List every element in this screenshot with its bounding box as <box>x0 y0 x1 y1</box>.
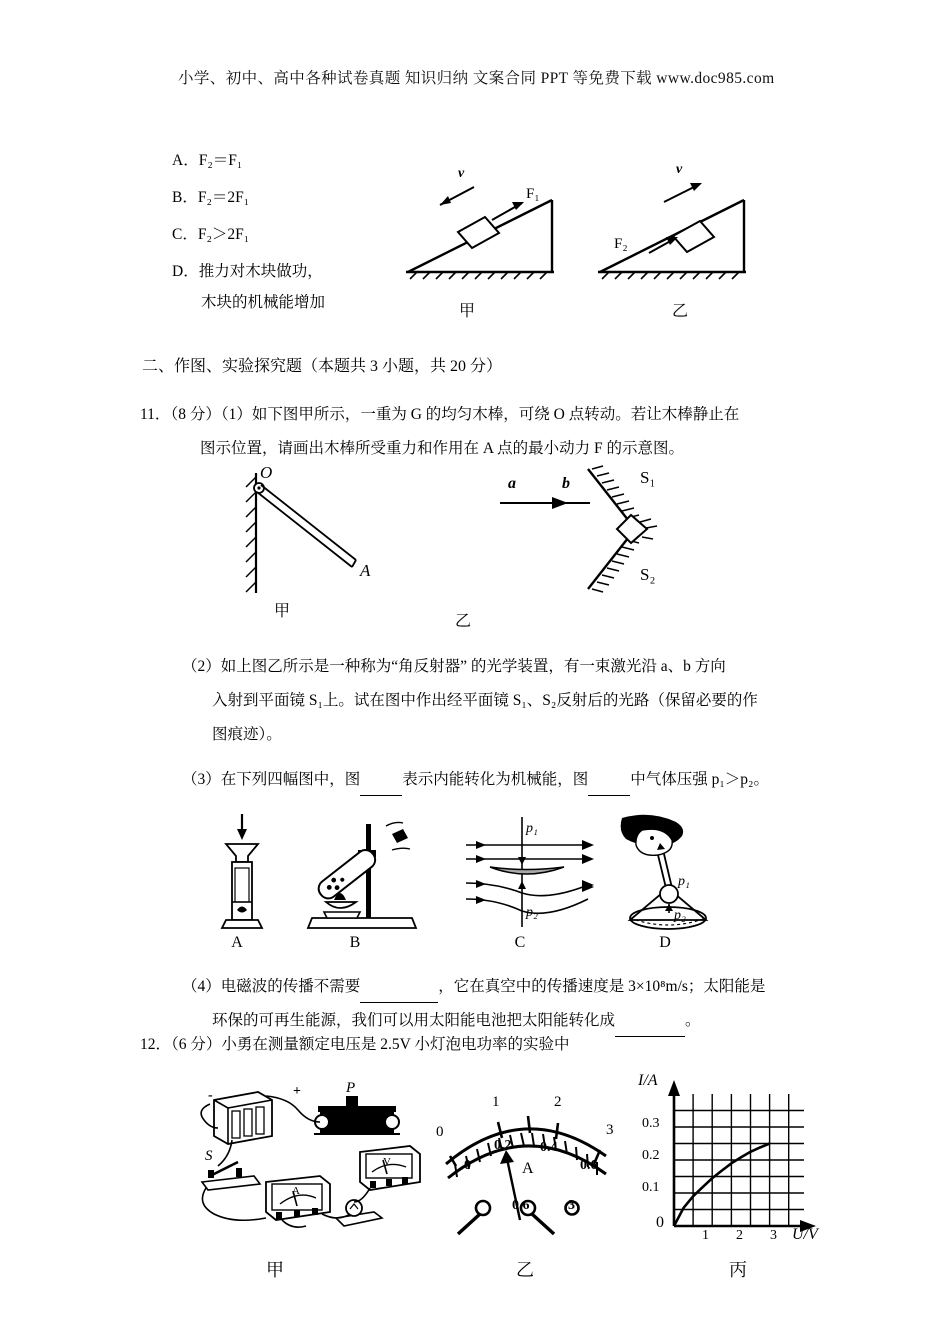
choice-d-line2: 木块的机械能增加 <box>201 294 326 311</box>
q11-part3-blank2[interactable] <box>588 765 630 796</box>
pressure-label-p1-c: p₁ <box>526 821 538 836</box>
graph-ytick-01: 0.1 <box>642 1180 660 1195</box>
caption-ammeter-yi: 乙 <box>516 1260 534 1280</box>
ray-label-a: a <box>508 475 516 492</box>
pressure-label-p2-d: p₂ <box>674 908 686 923</box>
ammeter-tick-upper-3: 3 <box>606 1122 614 1138</box>
q12-line <box>140 1030 569 1060</box>
q12-number: 12． <box>140 1036 172 1053</box>
switch-label: S <box>205 1148 213 1164</box>
label-figure-c: C <box>514 934 526 951</box>
ammeter-dial-label: A <box>292 1185 300 1197</box>
choice-c[interactable]: C．F₂＞2F₁ <box>172 226 250 243</box>
promo-header: 小学、初中、高中各种试卷真题 知识归纳 文案合同 PPT 等免费下载 www.doc985.com <box>178 70 775 87</box>
battery-plus-label: + <box>293 1084 301 1099</box>
corner-reflector-figure <box>490 465 670 600</box>
q11-part4-blank1[interactable] <box>360 972 438 1003</box>
q11-number <box>140 400 739 430</box>
caption-incline-yi: 乙 <box>671 303 688 320</box>
ammeter-tick-lower-0: 0 <box>464 1158 471 1173</box>
ammeter-tick-upper-1: 1 <box>492 1094 500 1110</box>
iu-graph-figure <box>632 1068 827 1248</box>
figure-d-funnel-ball <box>608 812 733 934</box>
mirror-label-s2: S₂ <box>640 565 656 584</box>
label-figure-a: A <box>231 934 243 951</box>
q11-part3-mid: 表示内能转化为机械能，图 <box>402 771 589 788</box>
q11-part2-line1: （2）如上图乙所示是一种称为“角反射器” 的光学装置，有一束激光沿 a、b 方向 <box>182 658 726 675</box>
lever-pivot-label: O <box>260 463 273 482</box>
ammeter-terminal-06[interactable]: 0.6 <box>512 1198 530 1213</box>
graph-origin-label: 0 <box>656 1214 664 1231</box>
ammeter-tick-upper-0: 0 <box>436 1124 444 1140</box>
q11-part3-blank1[interactable] <box>360 765 402 796</box>
graph-ytick-02: 0.2 <box>642 1148 660 1163</box>
force-label-f2: F₂ <box>614 236 628 252</box>
rheostat-label: P <box>346 1080 356 1096</box>
battery-minus-label: - <box>208 1088 213 1103</box>
graph-ytick-03: 0.3 <box>642 1116 660 1131</box>
caption-circuit-jia: 甲 <box>266 1260 284 1280</box>
q11-part4-line1 <box>182 972 765 1003</box>
figure-b-test-tube <box>300 812 425 934</box>
caption-lever-jia: 甲 <box>273 603 290 620</box>
choice-b[interactable]: B．F₂＝2F₁ <box>172 189 250 206</box>
q11-part3-post: 中气体压强 p₁＞p₂。 <box>630 771 769 788</box>
velocity-label-jia: v <box>458 166 465 181</box>
pressure-label-p1-d: p₁ <box>678 874 690 889</box>
figure-c-airfoil <box>462 815 602 933</box>
label-figure-b: B <box>349 934 361 951</box>
q11-part3 <box>182 765 769 796</box>
choice-a[interactable]: A．F₂＝F₁ <box>172 152 243 169</box>
incline-figure-yi <box>592 160 772 300</box>
graph-xlabel: U/V <box>792 1226 818 1243</box>
q11-part1-line2: 图示位置，请画出木棒所受重力和作用在 A 点的最小动力 F 的示意图。 <box>200 440 684 457</box>
section-2-heading: 二、作图、实验探究题（本题共 3 小题，共 20 分） <box>142 358 503 375</box>
ammeter-tick-lower-04: 0.4 <box>540 1140 558 1155</box>
voltmeter-dial-label: V <box>383 1156 391 1168</box>
pressure-label-p2-c: p₂ <box>526 905 538 920</box>
q11-part4-blank2[interactable] <box>615 1006 685 1037</box>
lever-end-label: A <box>360 561 371 580</box>
q11-part2-line3: 图痕迹）。 <box>212 726 282 743</box>
force-label-f1: F₁ <box>526 186 540 202</box>
q11-part1-line1: （1）如下图甲所示，一重为 G 的均匀木棒，可绕 O 点转动。若让木棒静止在 <box>220 406 740 423</box>
q11-score: （8 分） <box>170 406 221 423</box>
ammeter-figure <box>428 1088 628 1248</box>
q12-text: 小勇在测量额定电压是 2.5V 小灯泡电功率的实验中 <box>221 1036 570 1053</box>
q12-score: （6 分） <box>171 1036 222 1053</box>
q11-part4-post: ，它在真空中的传播速度是 3×10⁸m/s；太阳能是 <box>438 978 766 995</box>
label-figure-d: D <box>659 934 671 951</box>
choice-d[interactable]: D．推力对木块做功， <box>172 263 323 280</box>
mirror-label-s1: S₁ <box>640 468 656 487</box>
circuit-figure <box>180 1078 425 1248</box>
ammeter-unit-label: A <box>522 1160 534 1177</box>
q11-part2-line2: 入射到平面镜 S₁上。试在图中作出经平面镜 S₁、S₂反射后的光路（保留必要的作 <box>212 692 758 709</box>
ray-label-b: b <box>562 475 570 492</box>
q11-part3-pre: （3）在下列四幅图中，图 <box>182 771 361 788</box>
velocity-label-yi: v <box>676 162 683 177</box>
q11-number-text: 11． <box>140 406 171 423</box>
q11-part4-pre: （4）电磁波的传播不需要 <box>182 978 361 995</box>
graph-xtick-2: 2 <box>736 1228 743 1243</box>
q11-part4-line2-post: 。 <box>685 1012 701 1029</box>
figure-a-fire-piston <box>198 812 288 934</box>
lever-figure <box>230 465 410 600</box>
ammeter-tick-upper-2: 2 <box>554 1094 562 1110</box>
graph-ylabel: I/A <box>638 1072 658 1089</box>
ammeter-terminal-3[interactable]: 3 <box>568 1198 575 1213</box>
graph-xtick-3: 3 <box>770 1228 777 1243</box>
caption-graph-bing: 丙 <box>729 1260 747 1280</box>
ammeter-tick-lower-02: 0.2 <box>494 1138 512 1153</box>
caption-reflector-yi: 乙 <box>454 613 471 630</box>
caption-incline-jia: 甲 <box>458 303 475 320</box>
q11-part4-line2-pre: 环保的可再生能源，我们可以用太阳能电池把太阳能转化成 <box>212 1012 616 1029</box>
incline-figure-jia <box>400 160 580 300</box>
ammeter-tick-lower-06: 0.6 <box>580 1158 598 1173</box>
graph-xtick-1: 1 <box>702 1228 709 1243</box>
